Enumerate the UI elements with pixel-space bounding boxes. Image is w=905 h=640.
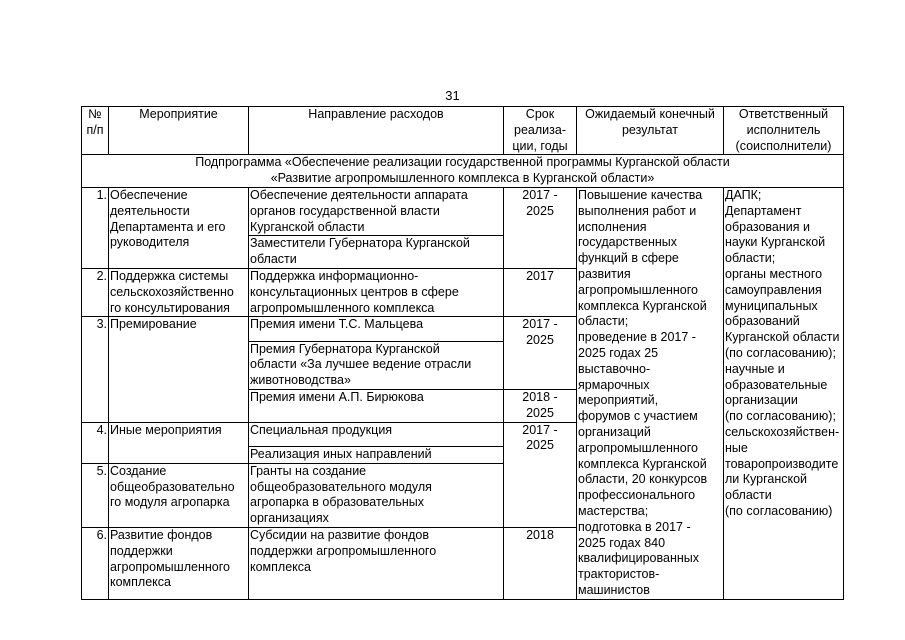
row-number: 2.: [82, 268, 109, 316]
row-number: 6.: [82, 527, 109, 599]
event-cell: Обеспечение деятельности Департамента и его руководителя: [109, 187, 249, 268]
direction-cell: Реализация иных направлений: [249, 447, 504, 464]
term-cell: 2017 - 2025: [504, 187, 577, 268]
row-number: 4.: [82, 422, 109, 463]
table-row: [82, 187, 844, 235]
direction-cell: Специальная продукция: [249, 422, 504, 446]
header-num: № п/п: [82, 107, 109, 155]
direction-cell: Гранты на создание общеобразовательного модуля агропарка в образовательных организациях: [249, 463, 504, 527]
term-cell: 2018: [504, 527, 577, 599]
event-cell: Развитие фондов поддержки агропромышленного комплекса: [109, 527, 249, 599]
term-cell: 2018 - 2025: [504, 390, 577, 423]
event-cell: Иные мероприятия: [109, 422, 249, 463]
header-row: [82, 107, 844, 155]
event-cell: Поддержка системы сельскохозяйственно го консультирования: [109, 268, 249, 316]
term-cell: 2017 - 2025: [504, 317, 577, 390]
event-cell: Создание общеобразовательно го модуля агропарка: [109, 463, 249, 527]
header-event: Мероприятие: [109, 107, 249, 155]
header-responsible: Ответственный исполнитель (соисполнители): [724, 107, 844, 155]
row-number: 1.: [82, 187, 109, 268]
direction-cell: Обеспечение деятельности аппарата органов государственной власти Курганской области: [249, 187, 504, 235]
direction-cell: Заместители Губернатора Курганской области: [249, 236, 504, 269]
direction-cell: Премия имени Т.С. Мальцева: [249, 317, 504, 341]
program-table: [81, 106, 844, 600]
responsible-cell: ДАПК; Департамент образования и науки Курганской области; органы местного самоуправления муниципальных образований Курганской области (по согласованию); научные и образовательные организации (по согласованию); сельскохозяйствен- ные товаропроизводите ли Курганской области (по согласованию): [724, 187, 844, 599]
term-cell: 2017 - 2025: [504, 422, 577, 527]
row-number: 5.: [82, 463, 109, 527]
direction-cell: Премия Губернатора Курганской области «За лучшее ведение отрасли животноводства»: [249, 341, 504, 389]
term-cell: 2017: [504, 268, 577, 316]
subprogram-title: [82, 155, 844, 188]
result-cell: Повышение качества выполнения работ и исполнения государственных функций в сфере развития агропромышленного комплекса Курганской области; проведение в 2017 - 2025 годах 25 выставочно- ярмарочных мероприятий, форумов с участием организаций агропромышленного комплекса Курганской области, 20 конкурсов профессионального мастерства; подготовка в 2017 - 2025 годах 840 квалифицированных трактористов- машинистов: [577, 187, 724, 599]
header-direction: Направление расходов: [249, 107, 504, 155]
direction-cell: Субсидии на развитие фондов поддержки агропромышленного комплекса: [249, 527, 504, 599]
subprogram-line2: «Развитие агропромышленного комплекса в Курганской области»: [270, 171, 655, 186]
header-term: Срок реализа- ции, годы: [504, 107, 577, 155]
direction-cell: Поддержка информационно- консультационных центров в сфере агропромышленного комплекса: [249, 268, 504, 316]
event-cell: Премирование: [109, 317, 249, 422]
subprogram-line1: Подпрограмма «Обеспечение реализации государственной программы Курганской области: [195, 155, 730, 170]
direction-cell: Премия имени А.П. Бирюкова: [249, 390, 504, 423]
subprogram-row: [82, 155, 844, 188]
page-number: 31: [445, 88, 460, 103]
header-result: Ожидаемый конечный результат: [577, 107, 724, 155]
row-number: 3.: [82, 317, 109, 422]
